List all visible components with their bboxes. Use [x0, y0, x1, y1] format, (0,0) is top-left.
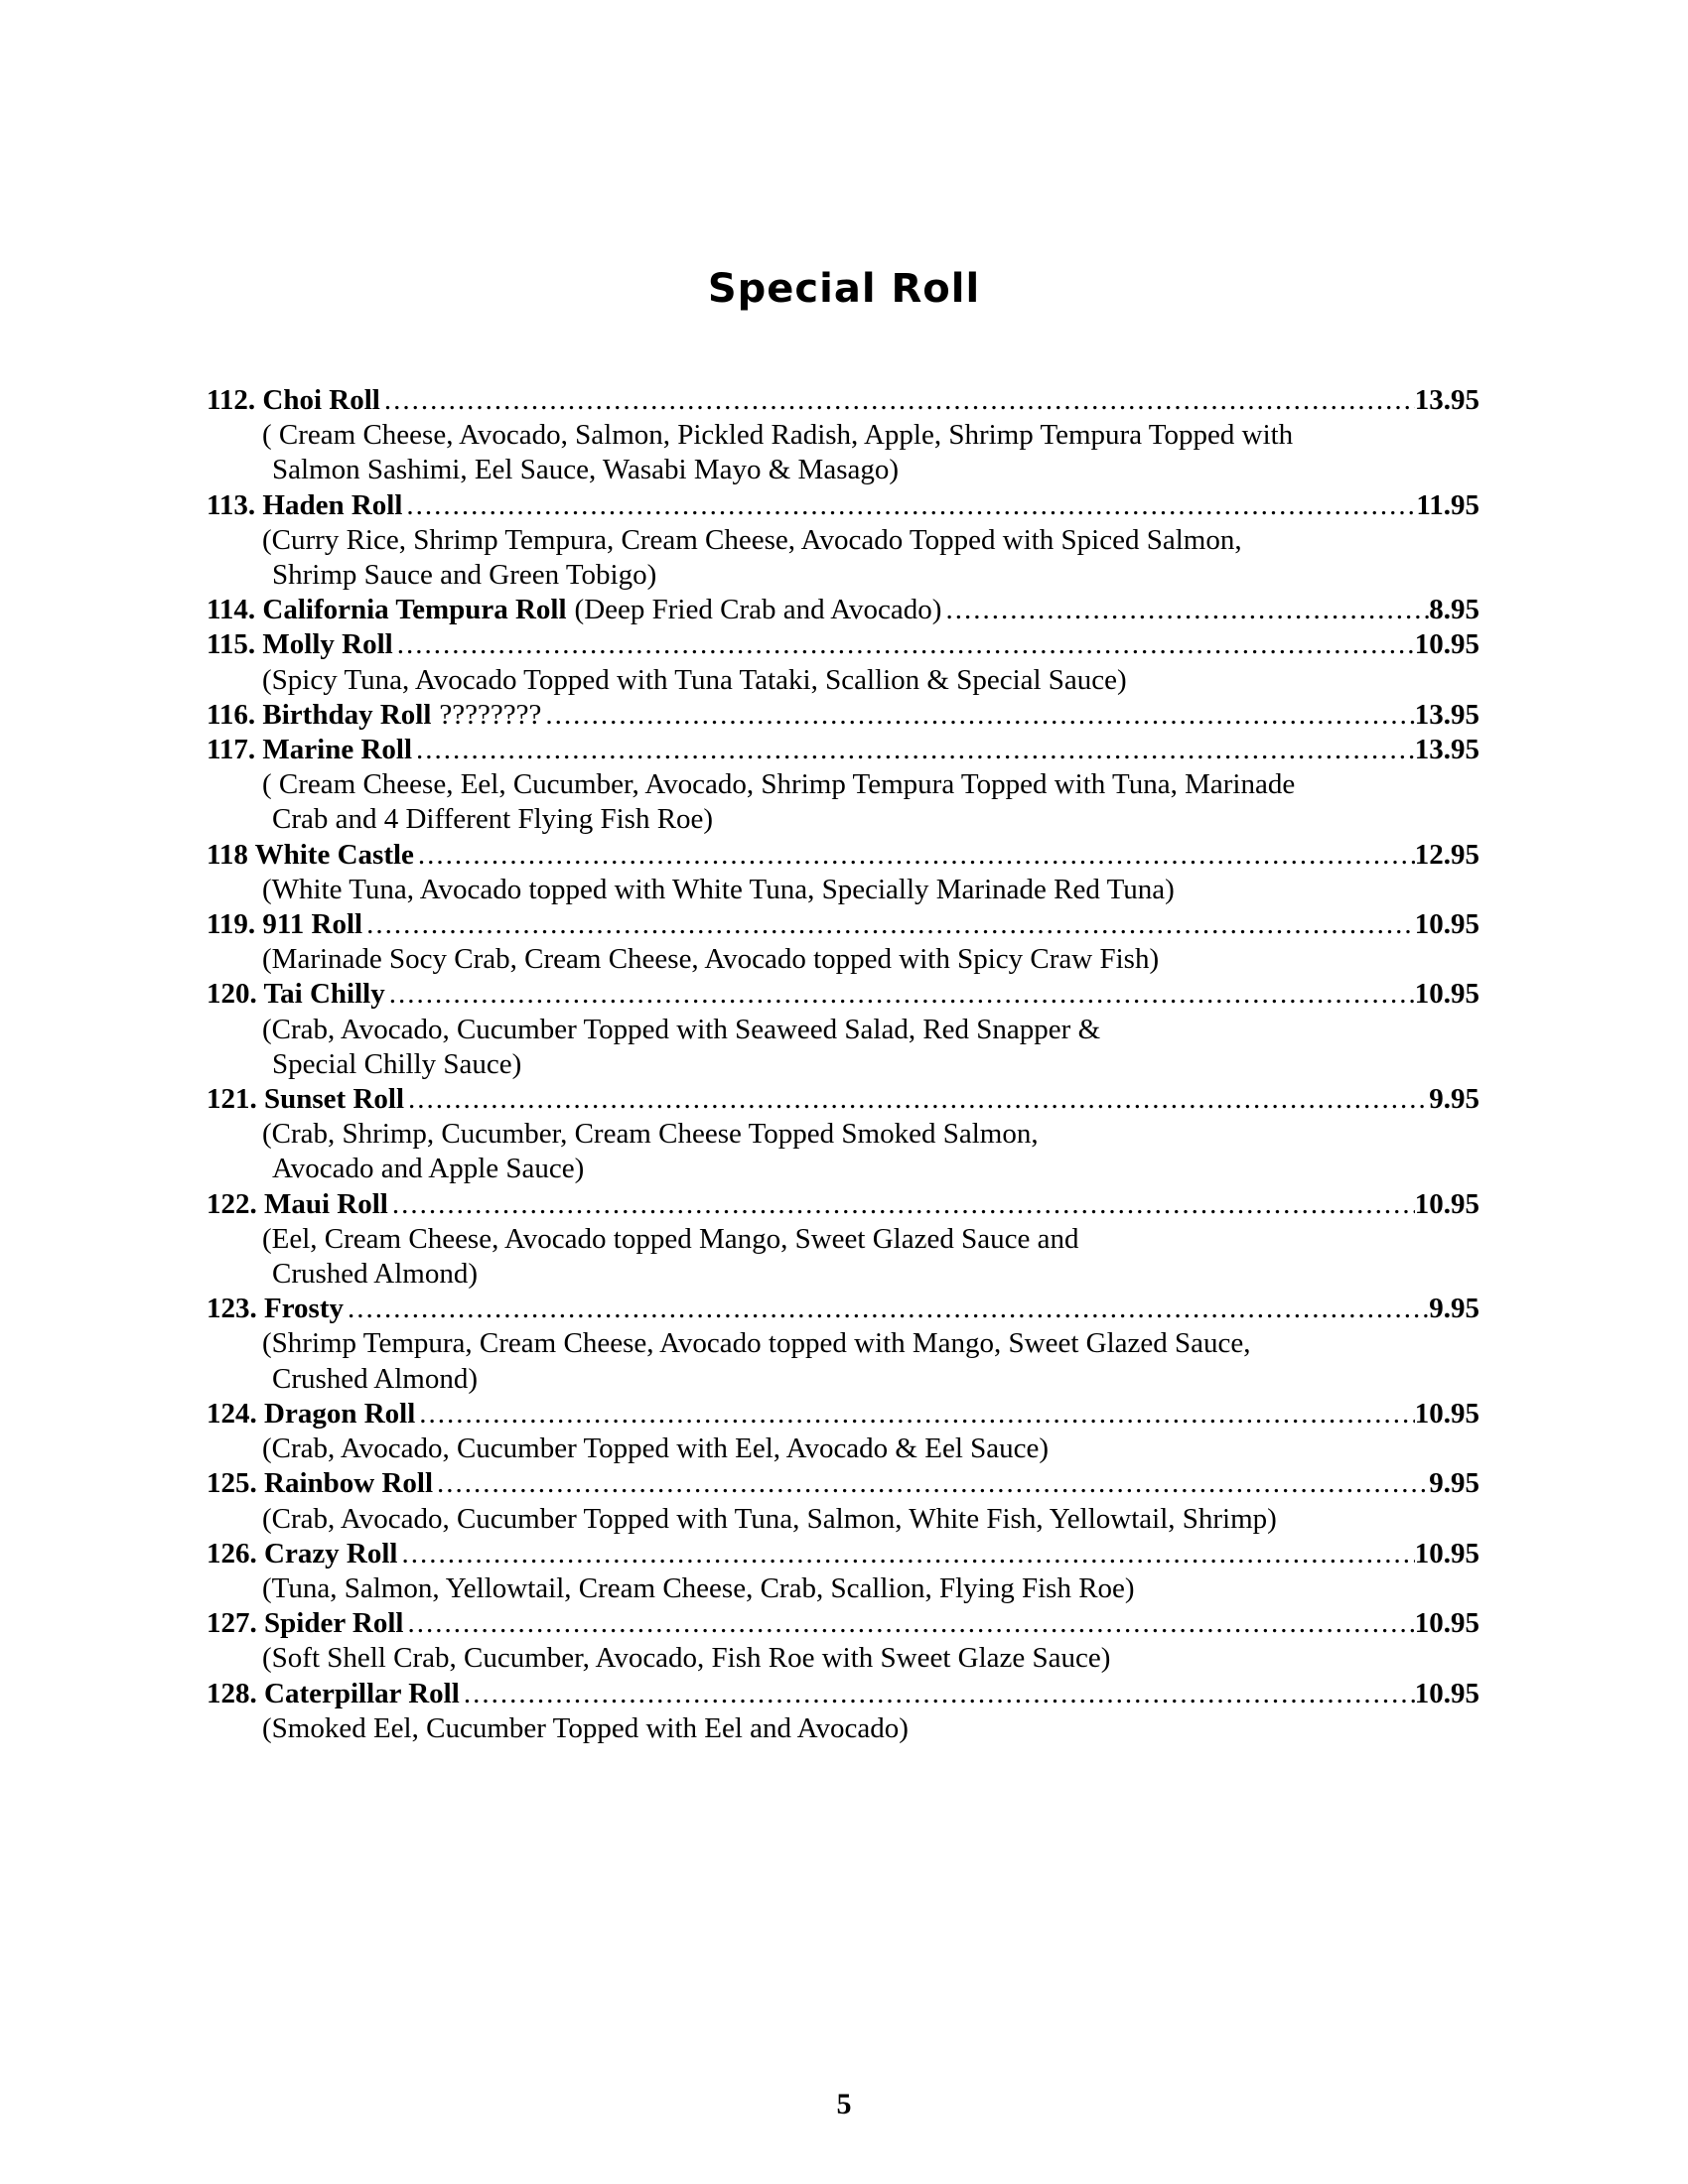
menu-item-price: 13.95 — [1414, 734, 1479, 766]
menu-item-name: 113. Haden Roll — [207, 488, 403, 521]
menu-item-line — [207, 1292, 1479, 1326]
menu-item-name: 121. Sunset Roll — [207, 1083, 405, 1116]
menu-item-price: 9.95 — [1429, 1293, 1479, 1325]
dot-leader — [404, 1082, 1429, 1117]
dot-leader — [414, 838, 1415, 873]
menu-item-line — [207, 627, 1479, 662]
dot-leader — [362, 907, 1415, 942]
menu-item-description — [207, 1326, 1479, 1396]
menu-item-line — [207, 1677, 1479, 1711]
menu-item-name: 126. Crazy Roll — [207, 1537, 398, 1570]
menu-item-price: 10.95 — [1414, 628, 1479, 661]
menu-item-price: 9.95 — [1429, 1467, 1479, 1500]
menu-list — [207, 383, 1479, 1746]
menu-item-description — [207, 1711, 1479, 1746]
menu-item-description-line: Shrimp Sauce and Green Tobigo) — [272, 559, 657, 592]
dot-leader — [433, 1466, 1429, 1501]
menu-item-price: 13.95 — [1414, 698, 1479, 731]
menu-item-description-line: (Spicy Tuna, Avocado Topped with Tuna Tataki, Scallion & Special Sauce) — [262, 663, 1127, 696]
menu-item-line — [207, 907, 1479, 942]
menu-item-price: 10.95 — [1414, 1187, 1479, 1220]
menu-item — [207, 1606, 1479, 1676]
dot-leader — [403, 1606, 1414, 1641]
dot-leader — [344, 1292, 1429, 1326]
menu-item-description-line: Crab and 4 Different Flying Fish Roe) — [272, 803, 714, 836]
menu-item-description — [207, 1013, 1479, 1082]
menu-item-description — [207, 663, 1479, 698]
menu-item-name: 127. Spider Roll — [207, 1607, 404, 1640]
menu-item — [207, 1082, 1479, 1187]
menu-item-line — [207, 1397, 1479, 1432]
menu-item-name: 120. Tai Chilly — [207, 978, 385, 1011]
menu-item-description-line: Avocado and Apple Sauce) — [272, 1153, 585, 1185]
menu-item — [207, 977, 1479, 1082]
menu-item — [207, 907, 1479, 977]
dot-leader — [541, 698, 1414, 733]
dot-leader — [941, 593, 1429, 627]
menu-item-name: 122. Maui Roll — [207, 1187, 388, 1220]
menu-item-name: 123. Frosty — [207, 1293, 345, 1325]
menu-item — [207, 383, 1479, 488]
dot-leader — [393, 627, 1415, 662]
menu-item-description-line: Salmon Sashimi, Eel Sauce, Wasabi Mayo & Masago) — [272, 454, 900, 486]
menu-item-description-line: ( Cream Cheese, Eel, Cucumber, Avocado, Shrimp Tempura Topped with Tuna, Marinade — [262, 768, 1296, 801]
menu-item — [207, 1397, 1479, 1466]
menu-item — [207, 1292, 1479, 1397]
menu-item-line — [207, 1466, 1479, 1501]
menu-item-description-line: (Tuna, Salmon, Yellowtail, Cream Cheese, Crab, Scallion, Flying Fish Roe) — [262, 1571, 1135, 1604]
menu-item-name: 114. California Tempura Roll — [207, 594, 567, 626]
menu-item-description-line: (Crab, Avocado, Cucumber Topped with Seaweed Salad, Red Snapper & — [262, 1013, 1101, 1045]
menu-item-price: 11.95 — [1416, 488, 1479, 521]
page-number: 5 — [836, 2088, 852, 2120]
menu-item-description-line: (Curry Rice, Shrimp Tempura, Cream Cheese, Avocado Topped with Spiced Salmon, — [262, 523, 1242, 556]
menu-item — [207, 838, 1479, 907]
menu-item-name: 128. Caterpillar Roll — [207, 1677, 460, 1709]
dot-leader — [460, 1677, 1415, 1711]
menu-item-description-line: (Shrimp Tempura, Cream Cheese, Avocado topped with Mango, Sweet Glazed Sauce, — [262, 1327, 1251, 1360]
menu-item — [207, 1537, 1479, 1606]
menu-item-line — [207, 593, 1479, 627]
dot-leader — [402, 488, 1416, 523]
dot-leader — [415, 1397, 1415, 1432]
menu-item-name: 115. Molly Roll — [207, 628, 393, 661]
menu-item-description-line: Crushed Almond) — [272, 1362, 479, 1395]
dot-leader — [412, 733, 1415, 767]
menu-item — [207, 733, 1479, 838]
menu-item-description-line: (Smoked Eel, Cucumber Topped with Eel and Avocado) — [262, 1711, 909, 1744]
menu-item-description — [207, 523, 1479, 593]
menu-item-description-line: (Marinade Socy Crab, Cream Cheese, Avocado topped with Spicy Craw Fish) — [262, 943, 1160, 976]
menu-item-price: 10.95 — [1414, 1397, 1479, 1430]
menu-item-price: 10.95 — [1414, 978, 1479, 1011]
menu-item-description-line: Special Chilly Sauce) — [272, 1047, 522, 1080]
menu-item-note: ???????? — [439, 698, 542, 731]
menu-item-line — [207, 383, 1479, 418]
menu-item-description-line: ( Cream Cheese, Avocado, Salmon, Pickled Radish, Apple, Shrimp Tempura Topped with — [262, 419, 1294, 452]
menu-item — [207, 698, 1479, 733]
menu-item-description-line: (Crab, Shrimp, Cucumber, Cream Cheese Topped Smoked Salmon, — [262, 1118, 1039, 1151]
menu-item-description — [207, 767, 1479, 837]
menu-item-line — [207, 698, 1479, 733]
menu-item-description-line: (Crab, Avocado, Cucumber Topped with Tuna, Salmon, White Fish, Yellowtail, Shrimp) — [262, 1502, 1277, 1535]
menu-item-description — [207, 1432, 1479, 1466]
menu-item-line — [207, 838, 1479, 873]
menu-item-price: 13.95 — [1414, 384, 1479, 416]
menu-item-price: 10.95 — [1414, 908, 1479, 941]
menu-item-price: 10.95 — [1414, 1677, 1479, 1709]
menu-item-price: 12.95 — [1414, 838, 1479, 871]
menu-item — [207, 593, 1479, 627]
menu-item-description — [207, 1502, 1479, 1537]
menu-item-description — [207, 1641, 1479, 1676]
menu-item-line — [207, 977, 1479, 1012]
menu-item-name: 112. Choi Roll — [207, 384, 380, 416]
dot-leader — [380, 383, 1415, 418]
dot-leader — [388, 1187, 1415, 1222]
menu-item-name: 119. 911 Roll — [207, 908, 363, 941]
menu-item-description-line: (Soft Shell Crab, Cucumber, Avocado, Fish Roe with Sweet Glaze Sauce) — [262, 1642, 1111, 1675]
menu-item-description — [207, 942, 1479, 977]
dot-leader — [398, 1537, 1415, 1571]
menu-item-name: 116. Birthday Roll — [207, 698, 432, 731]
menu-item — [207, 1677, 1479, 1746]
menu-item-line — [207, 1537, 1479, 1571]
menu-item-name: 125. Rainbow Roll — [207, 1467, 434, 1500]
menu-item-line — [207, 1082, 1479, 1117]
menu-item-price: 9.95 — [1429, 1083, 1479, 1116]
menu-item-line — [207, 1187, 1479, 1222]
menu-item — [207, 627, 1479, 697]
menu-item-description — [207, 418, 1479, 487]
menu-item — [207, 1187, 1479, 1293]
menu-item — [207, 488, 1479, 594]
page-title: Special Roll — [707, 266, 981, 312]
menu-item-description — [207, 1117, 1479, 1186]
menu-item-price: 10.95 — [1414, 1607, 1479, 1640]
menu-item-description-line: (Crab, Avocado, Cucumber Topped with Eel, Avocado & Eel Sauce) — [262, 1433, 1050, 1465]
dot-leader — [385, 977, 1415, 1012]
menu-item-name: 117. Marine Roll — [207, 734, 413, 766]
menu-item-price: 8.95 — [1429, 594, 1479, 626]
menu-item-description-line: (Eel, Cream Cheese, Avocado topped Mango, Sweet Glazed Sauce and — [262, 1222, 1079, 1255]
menu-item-line — [207, 488, 1479, 523]
menu-item-description-line: (White Tuna, Avocado topped with White Tuna, Specially Marinade Red Tuna) — [262, 873, 1175, 905]
menu-item-name: 124. Dragon Roll — [207, 1397, 416, 1430]
menu-item-description — [207, 1571, 1479, 1606]
menu-item-description-line: Crushed Almond) — [272, 1258, 479, 1291]
menu-item-note: (Deep Fried Crab and Avocado) — [574, 594, 942, 626]
menu-item-price: 10.95 — [1414, 1537, 1479, 1570]
menu-item-description — [207, 873, 1479, 907]
menu-item-line — [207, 1606, 1479, 1641]
menu-item-name: 118 White Castle — [207, 838, 414, 871]
menu-item — [207, 1466, 1479, 1536]
menu-item-description — [207, 1222, 1479, 1292]
menu-item-line — [207, 733, 1479, 767]
